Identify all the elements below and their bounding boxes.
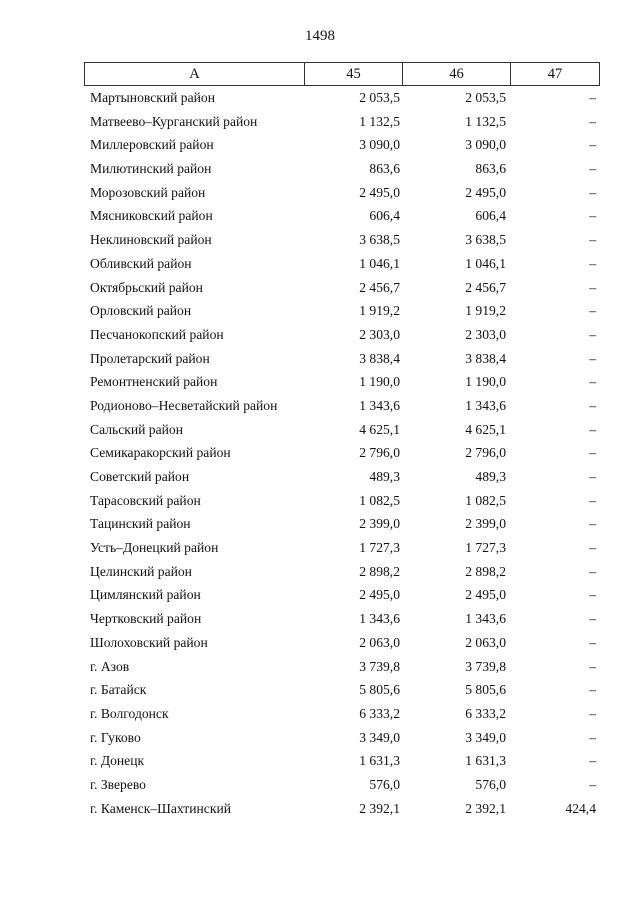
row-value-47: –: [589, 113, 596, 129]
row-value-45: 1 046,1: [359, 255, 400, 271]
row-value-47: –: [589, 90, 596, 105]
row-name: г. Гуково: [90, 729, 141, 745]
row-value-46: 1 919,2: [465, 303, 506, 319]
row-name: Усть–Донецкий район: [90, 540, 219, 556]
row-value-46: 1 631,3: [465, 753, 506, 769]
row-value-47: –: [589, 753, 596, 769]
table-row: [84, 276, 600, 300]
row-value-47: –: [589, 492, 596, 508]
table-row: [84, 773, 600, 797]
row-value-45: 1 727,3: [359, 540, 400, 556]
row-value-46: 2 063,0: [465, 634, 506, 650]
row-value-46: 863,6: [475, 161, 506, 177]
header-cell-45: 45: [305, 63, 403, 85]
row-value-46: 3 739,8: [465, 658, 506, 674]
row-name: Ремонтненский район: [90, 374, 218, 390]
row-name: г. Донецк: [90, 753, 145, 769]
row-name: Сальский район: [90, 421, 183, 437]
row-value-47: –: [589, 445, 596, 461]
table-row: [84, 655, 600, 679]
row-name: Шолоховский район: [90, 634, 208, 650]
row-value-46: 3 349,0: [465, 729, 506, 745]
row-value-46: 2 303,0: [465, 326, 506, 342]
table-row: [84, 347, 600, 371]
row-value-47: –: [589, 279, 596, 295]
table-row: [84, 465, 600, 489]
row-value-47: –: [589, 232, 596, 248]
row-name: Пролетарский район: [90, 350, 210, 366]
row-value-46: 1 082,5: [465, 492, 506, 508]
row-name: Советский район: [90, 469, 190, 484]
row-value-47: 424,4: [565, 800, 596, 816]
row-value-45: 4 625,1: [359, 421, 400, 437]
row-value-45: 2 495,0: [359, 587, 400, 603]
row-value-45: 2 898,2: [359, 563, 400, 579]
row-value-45: 1 631,3: [359, 753, 400, 769]
row-value-47: –: [589, 658, 596, 674]
row-value-46: 2 456,7: [465, 279, 506, 295]
row-value-47: –: [589, 208, 596, 224]
row-value-47: –: [589, 587, 596, 603]
row-value-46: 3 638,5: [465, 232, 506, 248]
row-name: Милютинский район: [90, 161, 212, 177]
row-value-47: –: [589, 469, 596, 484]
table-row: [84, 394, 600, 418]
row-value-45: 3 638,5: [359, 232, 400, 248]
row-name: Чертковский район: [90, 611, 202, 627]
row-name: Мартыновский район: [90, 90, 215, 105]
row-name: г. Каменск–Шахтинский: [90, 800, 231, 816]
row-value-47: –: [589, 682, 596, 698]
row-value-47: –: [589, 326, 596, 342]
row-value-45: 489,3: [369, 469, 400, 484]
row-value-45: 2 456,7: [359, 279, 400, 295]
row-name: Родионово–Несветайский район: [90, 397, 278, 413]
header-cell-47: 47: [547, 65, 563, 82]
row-name: г. Азов: [90, 658, 130, 674]
row-name: Тацинский район: [90, 516, 191, 532]
table-row: [84, 536, 600, 560]
row-value-47: –: [589, 137, 596, 153]
header-cell-a: А: [85, 63, 305, 85]
row-value-46: 1 343,6: [465, 397, 506, 413]
row-value-45: 3 838,4: [359, 350, 400, 366]
row-value-45: 863,6: [369, 161, 400, 177]
row-value-46: 2 796,0: [465, 445, 506, 461]
row-value-45: 2 796,0: [359, 445, 400, 461]
row-name: Целинский район: [90, 563, 192, 579]
row-value-46: 3 090,0: [465, 137, 506, 153]
row-name: Матвеево–Курганский район: [90, 113, 258, 129]
row-value-45: 1 343,6: [359, 397, 400, 413]
table-row: [84, 323, 600, 347]
row-value-45: 1 919,2: [359, 303, 400, 319]
row-name: Октябрьский район: [90, 279, 203, 295]
row-value-45: 1 082,5: [359, 492, 400, 508]
row-value-45: 3 739,8: [359, 658, 400, 674]
table-row: [84, 204, 600, 228]
row-value-46: 6 333,2: [465, 705, 506, 721]
header-cell-46: 46: [403, 63, 511, 85]
row-value-46: 1 727,3: [465, 540, 506, 556]
row-value-46: 489,3: [475, 469, 506, 484]
row-value-47: –: [589, 705, 596, 721]
table-row: [84, 228, 600, 252]
table-row: [84, 418, 600, 442]
row-value-46: 2 399,0: [465, 516, 506, 532]
row-value-46: 576,0: [475, 776, 506, 792]
table-row: [84, 157, 600, 181]
table-row: [84, 489, 600, 513]
table-header: [84, 62, 600, 86]
row-value-47: –: [589, 563, 596, 579]
table-row: [84, 749, 600, 773]
row-value-46: 1 046,1: [465, 255, 506, 271]
row-value-46: 2 495,0: [465, 184, 506, 200]
row-name: Обливский район: [90, 255, 192, 271]
row-value-46: 3 838,4: [465, 350, 506, 366]
row-value-45: 576,0: [369, 776, 400, 792]
row-value-46: 1 132,5: [465, 113, 506, 129]
table-row: [84, 181, 600, 205]
table-row: [84, 726, 600, 750]
row-name: г. Волгодонск: [90, 705, 169, 721]
row-value-46: 2 392,1: [465, 800, 506, 816]
table-row: [84, 252, 600, 276]
row-value-47: –: [589, 729, 596, 745]
row-name: Орловский район: [90, 303, 192, 319]
row-value-45: 3 349,0: [359, 729, 400, 745]
row-value-45: 2 063,0: [359, 634, 400, 650]
table-row: [84, 560, 600, 584]
row-value-45: 1 190,0: [359, 374, 400, 390]
table-row: [84, 110, 600, 134]
row-value-45: 6 333,2: [359, 705, 400, 721]
row-value-47: –: [589, 184, 596, 200]
table-row: [84, 631, 600, 655]
row-value-47: –: [589, 634, 596, 650]
row-value-47: –: [589, 374, 596, 390]
table-row: [84, 583, 600, 607]
row-name: Миллеровский район: [90, 137, 214, 153]
row-value-45: 5 805,6: [359, 682, 400, 698]
row-value-45: 3 090,0: [359, 137, 400, 153]
table-row: [84, 678, 600, 702]
row-value-46: 4 625,1: [465, 421, 506, 437]
row-value-47: –: [589, 776, 596, 792]
row-value-47: –: [589, 255, 596, 271]
row-value-46: 2 495,0: [465, 587, 506, 603]
row-name: Песчанокопский район: [90, 326, 224, 342]
row-value-47: –: [589, 303, 596, 319]
row-value-47: –: [589, 161, 596, 177]
row-name: Цимлянский район: [90, 587, 201, 603]
row-name: Мясниковский район: [90, 208, 213, 224]
row-value-46: 1 190,0: [465, 374, 506, 390]
row-value-45: 2 399,0: [359, 516, 400, 532]
row-value-45: 606,4: [369, 208, 400, 224]
row-name: Тарасовский район: [90, 492, 201, 508]
row-value-46: 606,4: [475, 208, 506, 224]
row-value-47: –: [589, 516, 596, 532]
row-value-46: 2 053,5: [465, 90, 506, 105]
table-row: [84, 797, 600, 821]
row-value-45: 2 495,0: [359, 184, 400, 200]
row-name: г. Зверево: [90, 776, 146, 792]
row-name: Семикаракорский район: [90, 445, 231, 461]
row-value-45: 2 392,1: [359, 800, 400, 816]
table-row: [84, 370, 600, 394]
row-value-47: –: [589, 611, 596, 627]
row-value-45: 1 343,6: [359, 611, 400, 627]
row-value-46: 1 343,6: [465, 611, 506, 627]
row-value-47: –: [589, 397, 596, 413]
row-value-45: 2 303,0: [359, 326, 400, 342]
table-row: [84, 441, 600, 465]
table-row: [84, 299, 600, 323]
page-number: 1498: [305, 28, 335, 44]
row-value-47: –: [589, 540, 596, 556]
row-name: г. Батайск: [90, 682, 147, 698]
row-name: Морозовский район: [90, 184, 206, 200]
table-body: [84, 86, 600, 820]
table-row: [84, 702, 600, 726]
table-row: [84, 607, 600, 631]
table-row: [84, 86, 600, 110]
row-value-47: –: [589, 421, 596, 437]
table-row: [84, 133, 600, 157]
row-value-47: –: [589, 350, 596, 366]
row-name: Неклиновский район: [90, 232, 212, 248]
table-row: [84, 512, 600, 536]
row-value-46: 5 805,6: [465, 682, 506, 698]
row-value-46: 2 898,2: [465, 563, 506, 579]
row-value-45: 1 132,5: [359, 113, 400, 129]
row-value-45: 2 053,5: [359, 90, 400, 105]
